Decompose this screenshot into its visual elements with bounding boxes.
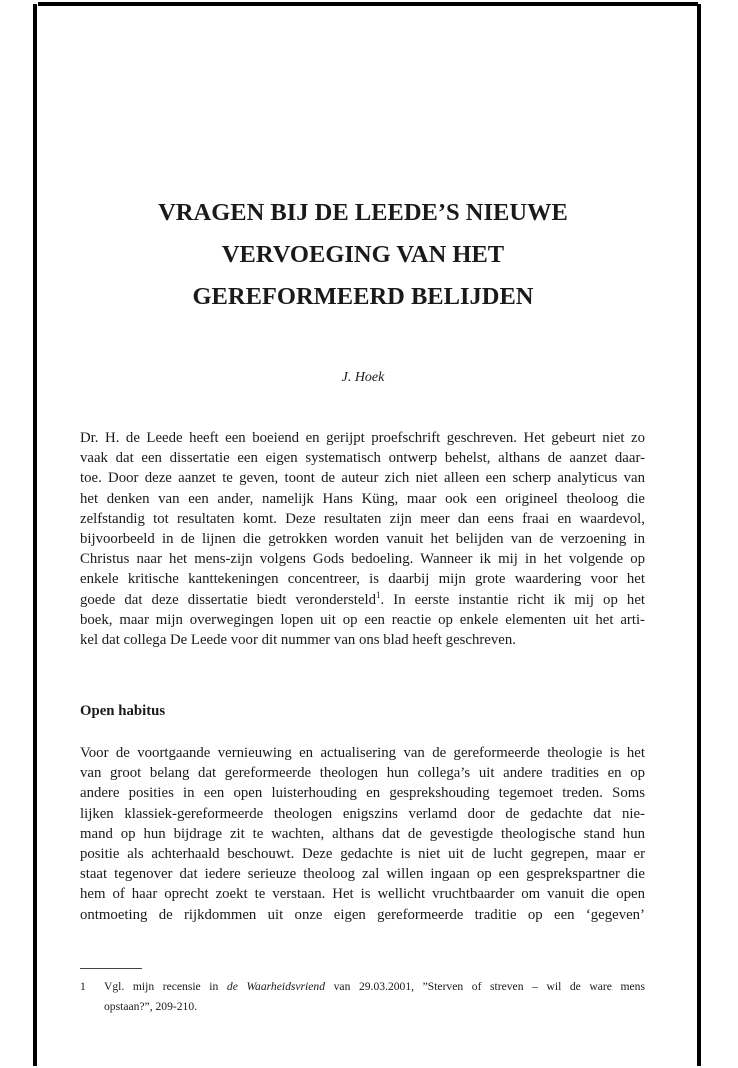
- article-title: [80, 192, 646, 318]
- text-line: staat tegenover dat iedere serieuze theoloog zal willen ingaan op een gesprekspartner die: [80, 866, 645, 883]
- text-line: mand op hun bijdrage zit te wachten, althans dat de gevestigde theologische stand hun: [80, 825, 645, 842]
- page-border-right: [697, 4, 701, 1066]
- footnote-text: [104, 977, 645, 1017]
- section-heading: Open habitus: [80, 703, 166, 719]
- text-line: het denken van een ander, namelijk Hans Küng, maar ook een origineel theoloog die: [80, 490, 645, 507]
- article-title-line: VERVOEGING VAN HET: [221, 241, 505, 268]
- article-author: J. Hoek: [341, 370, 385, 385]
- article-title-line: GEREFORMEERD BELIJDEN: [192, 283, 534, 310]
- text-line: zelfstandig tot resultaten komt. Deze resultaten zijn meer dan eens fraai en waardevol,: [80, 510, 645, 527]
- text-line: lijken klassiek-gereformeerde theologen enigszins verlamd door de gedachte dat nie-: [80, 805, 645, 822]
- footnote-divider: [80, 968, 142, 969]
- footnote-publication-title: de Waarheidsvriend: [226, 980, 326, 993]
- footnote-reference[interactable]: 1: [376, 589, 381, 600]
- section-paragraph: [80, 743, 645, 925]
- article-title-line: VRAGEN BIJ DE LEEDE’S NIEUWE: [158, 199, 568, 226]
- footnote-segment: van 29.03.2001, ”Sterven of streven – wil de ware mens: [333, 980, 645, 993]
- text-segment: . In eerste instantie richt ik mij op het: [380, 591, 645, 608]
- text-line: positie als achterhaald beschouwt. Deze gedachte is niet uit de lucht gegrepen, maar er: [80, 845, 645, 862]
- text-line: enkele kritische kanttekeningen concentreer, is daarbij mijn grote waardering voor het: [80, 571, 645, 588]
- text-segment: goede dat deze dissertatie biedt verondersteld: [80, 591, 376, 608]
- text-line: ontmoeting de rijkdommen uit onze eigen gereformeerde traditie op een ‘gegeven’: [80, 906, 645, 923]
- text-line: kel dat collega De Leede voor dit nummer van ons blad heeft geschreven.: [80, 631, 516, 648]
- text-line: Voor de voortgaande vernieuwing en actualisering van de gereformeerde theologie is het: [80, 745, 645, 761]
- text-line: hem of haar oprecht zoekt te verstaan. Het is wellicht vruchtbaarder om vanuit die open: [80, 886, 645, 903]
- footnote-number: 1: [80, 980, 86, 993]
- footnote: [80, 977, 645, 1017]
- text-line: toe. Door deze aanzet te geven, toont de auteur zich niet alleen een scherp analyticus van: [80, 470, 645, 487]
- page-border-left: [33, 4, 37, 1066]
- footnote-line: opstaan?”, 209-210.: [104, 1000, 198, 1013]
- text-line: vaak dat een dissertatie een eigen systematisch ontwerp behelst, althans de aanzet daar-: [80, 450, 645, 467]
- page-border-top: [38, 2, 698, 6]
- intro-paragraph: [80, 428, 645, 650]
- text-line: boek, maar mijn overwegingen lopen uit op een reactie op enkele elementen uit het arti-: [80, 611, 645, 628]
- text-line: andere posities in een open luisterhouding en gesprekshouding tegemoet treden. Soms: [80, 785, 645, 802]
- text-line: van groot belang dat gereformeerde theologen hun collega’s uit andere tradities en op: [80, 765, 645, 782]
- text-line: Christus naar het mens-zijn volgens Gods bedoeling. Wanneer ik mij in het volgende op: [80, 551, 645, 568]
- text-line: bijvoorbeeld in de lijnen die getrokken worden vanuit het belijden van de verzoening in: [80, 530, 645, 547]
- text-line: Dr. H. de Leede heeft een boeiend en gerijpt proefschrift geschreven. Het gebeurt niet zo: [80, 430, 645, 446]
- text-line-with-footnote-ref: [80, 590, 645, 610]
- footnote-segment: Vgl. mijn recensie in: [104, 980, 219, 993]
- footnote-line: [104, 977, 645, 997]
